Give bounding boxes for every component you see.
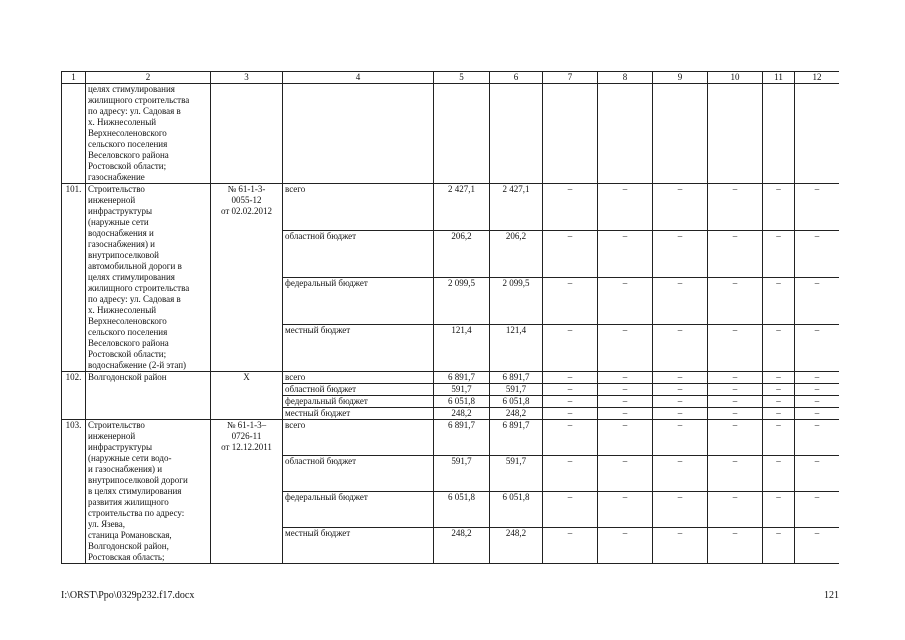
funding-source: местный бюджет	[283, 325, 434, 372]
dash-cell: –	[763, 278, 795, 325]
dash-cell: –	[653, 372, 708, 384]
dash-cell: –	[653, 492, 708, 528]
description-line: Верхнесоленовского	[88, 128, 167, 138]
description-line: (наружные сети водо-	[88, 453, 172, 463]
amount-year: 6 051,8	[490, 396, 543, 408]
dash-cell: –	[708, 396, 763, 408]
dash-cell: –	[543, 384, 598, 396]
amount-year: 2 427,1	[490, 184, 543, 231]
dash-cell: –	[763, 492, 795, 528]
column-header: 2	[86, 72, 211, 84]
empty-cell	[653, 84, 708, 184]
funding-source: местный бюджет	[283, 408, 434, 420]
dash-cell: –	[653, 420, 708, 456]
dash-cell: –	[543, 325, 598, 372]
dash-cell: –	[543, 456, 598, 492]
dash-cell: –	[598, 184, 653, 231]
empty-cell	[598, 84, 653, 184]
dash-cell: –	[795, 325, 840, 372]
column-header: 12	[795, 72, 840, 84]
description-line: целях стимулирования	[88, 272, 175, 282]
amount-total: 591,7	[434, 456, 490, 492]
header-row	[62, 72, 840, 84]
empty-cell	[283, 84, 434, 184]
dash-cell: –	[708, 456, 763, 492]
dash-cell: –	[653, 325, 708, 372]
dash-cell: –	[598, 408, 653, 420]
footer-file-path: I:\ORST\Ppo\0329p232.f17.docx	[61, 590, 195, 601]
dash-cell: –	[543, 184, 598, 231]
description-line: х. Нижнесоленый	[88, 117, 157, 127]
dash-cell: –	[763, 528, 795, 564]
dash-cell: –	[543, 231, 598, 278]
column-header: 9	[653, 72, 708, 84]
document-line: 0726-11	[231, 431, 262, 441]
dash-cell: –	[598, 325, 653, 372]
dash-cell: –	[598, 231, 653, 278]
column-header: 3	[211, 72, 283, 84]
description-line: Веселовского района	[88, 338, 169, 348]
amount-year: 121,4	[490, 325, 543, 372]
dash-cell: –	[653, 184, 708, 231]
dash-cell: –	[708, 184, 763, 231]
dash-cell: –	[763, 325, 795, 372]
amount-year: 248,2	[490, 408, 543, 420]
empty-cell	[434, 84, 490, 184]
dash-cell: –	[708, 528, 763, 564]
empty-cell	[795, 84, 840, 184]
dash-cell: –	[708, 420, 763, 456]
description-line: и газоснабжения) и	[88, 464, 163, 474]
dash-cell: –	[708, 231, 763, 278]
document-sheet	[61, 71, 839, 580]
description-line: по адресу: ул. Садовая в	[88, 294, 181, 304]
dash-cell: –	[763, 408, 795, 420]
dash-cell: –	[708, 278, 763, 325]
column-header: 8	[598, 72, 653, 84]
finance-row	[62, 420, 840, 456]
dash-cell: –	[598, 384, 653, 396]
description-line: инженерной	[88, 195, 136, 205]
continuation-row	[62, 84, 840, 184]
dash-cell: –	[543, 372, 598, 384]
description-line: газоснабжения) и	[88, 239, 156, 249]
description-line: Волгодонской район,	[88, 541, 169, 551]
dash-cell: –	[543, 492, 598, 528]
description-line: х. Нижнесоленый	[88, 305, 157, 315]
amount-year: 2 099,5	[490, 278, 543, 325]
amount-total: 248,2	[434, 408, 490, 420]
row-number: 102.	[62, 372, 86, 420]
dash-cell: –	[543, 396, 598, 408]
amount-year: 591,7	[490, 384, 543, 396]
dash-cell: –	[795, 408, 840, 420]
dash-cell: –	[708, 325, 763, 372]
description-line: Строительство	[88, 184, 145, 194]
funding-source: федеральный бюджет	[283, 492, 434, 528]
amount-total: 206,2	[434, 231, 490, 278]
dash-cell: –	[598, 420, 653, 456]
dash-cell: –	[763, 231, 795, 278]
description-line: сельского поселения	[88, 139, 168, 149]
dash-cell: –	[598, 278, 653, 325]
amount-total: 6 891,7	[434, 420, 490, 456]
empty-cell	[490, 84, 543, 184]
dash-cell: –	[795, 184, 840, 231]
dash-cell: –	[598, 456, 653, 492]
object-description	[86, 84, 211, 184]
dash-cell: –	[653, 231, 708, 278]
dash-cell: –	[708, 372, 763, 384]
dash-cell: –	[795, 420, 840, 456]
description-line: целях стимулирования	[88, 84, 175, 94]
amount-total: 248,2	[434, 528, 490, 564]
dash-cell: –	[543, 420, 598, 456]
amount-year: 248,2	[490, 528, 543, 564]
description-line: в целях стимулирования	[88, 486, 182, 496]
document-line: № 61-1-3-	[227, 184, 266, 194]
dash-cell: –	[795, 231, 840, 278]
description-line: Веселовского района	[88, 150, 169, 160]
description-line: ул. Язева,	[88, 519, 126, 529]
dash-cell: –	[598, 396, 653, 408]
document-line: от 02.02.2012	[220, 206, 273, 216]
description-line: автомобильной дороги в	[88, 261, 182, 271]
funding-source: областной бюджет	[283, 231, 434, 278]
amount-year: 591,7	[490, 456, 543, 492]
document-line: от 12.12.2011	[221, 442, 272, 452]
description-line: инфраструктуры	[88, 442, 152, 452]
funding-source: всего	[283, 372, 434, 384]
finance-row	[62, 184, 840, 231]
empty-cell	[763, 84, 795, 184]
dash-cell: –	[653, 528, 708, 564]
row-number: 103.	[62, 420, 86, 564]
column-header: 4	[283, 72, 434, 84]
dash-cell: –	[795, 372, 840, 384]
dash-cell: –	[795, 396, 840, 408]
program-table	[61, 71, 839, 564]
object-description	[86, 372, 211, 420]
dash-cell: –	[653, 278, 708, 325]
amount-total: 6 051,8	[434, 492, 490, 528]
amount-year: 6 891,7	[490, 372, 543, 384]
description-line: Верхнесоленовского	[88, 316, 167, 326]
description-line: Строительство	[88, 420, 145, 430]
funding-source: местный бюджет	[283, 528, 434, 564]
dash-cell: –	[543, 528, 598, 564]
document-line: 0055-12	[231, 195, 262, 205]
amount-year: 206,2	[490, 231, 543, 278]
description-line: Ростовской области;	[88, 349, 167, 359]
dash-cell: –	[795, 384, 840, 396]
description-line: жилищного строительства	[88, 95, 190, 105]
dash-cell: –	[795, 528, 840, 564]
amount-total: 6 051,8	[434, 396, 490, 408]
funding-source: федеральный бюджет	[283, 396, 434, 408]
description-line: Волгодонской район	[88, 372, 167, 382]
dash-cell: –	[763, 184, 795, 231]
dash-cell: –	[653, 384, 708, 396]
approval-document	[211, 420, 283, 564]
amount-year: 6 891,7	[490, 420, 543, 456]
column-header: 6	[490, 72, 543, 84]
description-line: инженерной	[88, 431, 136, 441]
column-header: 10	[708, 72, 763, 84]
dash-cell: –	[543, 408, 598, 420]
object-description	[86, 184, 211, 372]
dash-cell: –	[598, 372, 653, 384]
column-header: 11	[763, 72, 795, 84]
finance-row	[62, 372, 840, 384]
document-line: № 61-1-3–	[226, 420, 267, 430]
dash-cell: –	[763, 384, 795, 396]
dash-cell: –	[795, 492, 840, 528]
description-line: водоснабжения и	[88, 228, 154, 238]
amount-total: 2 099,5	[434, 278, 490, 325]
amount-total: 6 891,7	[434, 372, 490, 384]
empty-cell	[543, 84, 598, 184]
description-line: внутрипоселковой дороги	[88, 475, 188, 485]
empty-cell	[211, 84, 283, 184]
document-line: Х	[243, 372, 250, 382]
description-line: сельского поселения	[88, 327, 168, 337]
dash-cell: –	[598, 528, 653, 564]
dash-cell: –	[708, 384, 763, 396]
description-line: инфраструктуры	[88, 206, 152, 216]
funding-source: областной бюджет	[283, 456, 434, 492]
dash-cell: –	[763, 456, 795, 492]
page-number: 121	[824, 590, 839, 601]
description-line: по адресу: ул. Садовая в	[88, 106, 181, 116]
dash-cell: –	[653, 408, 708, 420]
column-header: 1	[62, 72, 86, 84]
funding-source: областной бюджет	[283, 384, 434, 396]
dash-cell: –	[763, 396, 795, 408]
dash-cell: –	[763, 372, 795, 384]
description-line: развития жилищного	[88, 497, 169, 507]
row-number	[62, 84, 86, 184]
dash-cell: –	[795, 456, 840, 492]
description-line: Ростовской области;	[88, 161, 167, 171]
dash-cell: –	[543, 278, 598, 325]
empty-cell	[708, 84, 763, 184]
amount-total: 591,7	[434, 384, 490, 396]
dash-cell: –	[763, 420, 795, 456]
dash-cell: –	[708, 492, 763, 528]
description-line: Ростовская область;	[88, 552, 165, 562]
description-line: строительства по адресу:	[88, 508, 185, 518]
description-line: водоснабжение (2-й этап)	[88, 360, 187, 370]
dash-cell: –	[653, 396, 708, 408]
description-line: станица Романовская,	[88, 530, 172, 540]
approval-document	[211, 184, 283, 372]
description-line: жилищного строительства	[88, 283, 190, 293]
funding-source: федеральный бюджет	[283, 278, 434, 325]
dash-cell: –	[653, 456, 708, 492]
approval-document	[211, 372, 283, 420]
object-description	[86, 420, 211, 564]
dash-cell: –	[708, 408, 763, 420]
amount-total: 121,4	[434, 325, 490, 372]
description-line: газоснабжение	[88, 172, 145, 182]
description-line: (наружные сети	[88, 217, 149, 227]
description-line: внутрипоселковой	[88, 250, 159, 260]
amount-total: 2 427,1	[434, 184, 490, 231]
funding-source: всего	[283, 184, 434, 231]
row-number: 101.	[62, 184, 86, 372]
dash-cell: –	[795, 278, 840, 325]
column-header: 5	[434, 72, 490, 84]
column-header: 7	[543, 72, 598, 84]
funding-source: всего	[283, 420, 434, 456]
amount-year: 6 051,8	[490, 492, 543, 528]
dash-cell: –	[598, 492, 653, 528]
